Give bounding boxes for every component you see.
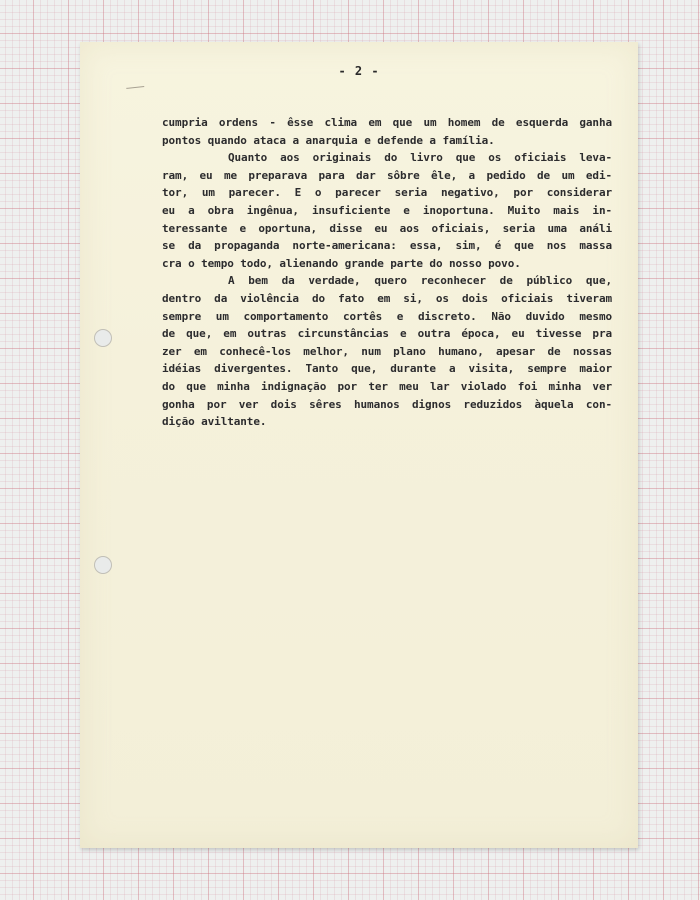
punch-hole-bottom xyxy=(94,556,112,574)
typewritten-page xyxy=(80,42,638,848)
page-number: - 2 - xyxy=(338,64,380,78)
paragraph xyxy=(162,114,612,149)
text-line: zer em conhecê-los melhor, num plano humano, apesar de nossas xyxy=(162,344,612,358)
text-line: cumpria ordens - êsse clima em que um homem de esquerda ganha xyxy=(162,116,612,129)
text-line: idéias divergentes. Tanto que, durante a visita, sempre maior xyxy=(162,362,612,376)
text-line xyxy=(162,149,612,167)
pencil-mark xyxy=(126,81,145,89)
punch-hole-top xyxy=(94,329,112,347)
text-line: se da propaganda norte-americana: essa, sim, é que nos massa xyxy=(162,239,612,253)
text-line-content: Quanto aos originais do livro que os oficiais leva- xyxy=(228,151,612,165)
text-line: teressante e oportuna, disse eu aos oficiais, seria uma análi xyxy=(162,221,612,235)
text-line xyxy=(162,272,612,290)
text-line: do que minha indignação por ter meu lar violado foi minha ver xyxy=(162,379,612,393)
paragraph xyxy=(162,272,612,430)
paragraph xyxy=(162,149,612,272)
text-line: eu a obra ingênua, insuficiente e inoportuna. Muito mais in- xyxy=(162,203,612,217)
text-line: cra o tempo todo, alienando grande parte do nosso povo. xyxy=(162,256,521,270)
body-text xyxy=(162,114,612,431)
text-line: sempre um comportamento cortês e discreto. Não duvido mesmo xyxy=(162,309,612,323)
text-line: dição aviltante. xyxy=(162,415,267,429)
text-line-content: A bem da verdade, quero reconhecer de público que, xyxy=(228,274,612,288)
text-line: pontos quando ataca a anarquia e defende a família. xyxy=(162,133,495,147)
text-line: dentro da violência do fato em si, os dois oficiais tiveram xyxy=(162,291,612,305)
text-line: gonha por ver dois sêres humanos dignos reduzidos àquela con- xyxy=(162,397,612,411)
text-line: ram, eu me preparava para dar sôbre êle, a pedido de um edi- xyxy=(162,168,612,182)
text-line: de que, em outras circunstâncias e outra época, eu tivesse pra xyxy=(162,327,612,341)
text-line: tor, um parecer. E o parecer seria negativo, por considerar xyxy=(162,186,612,200)
